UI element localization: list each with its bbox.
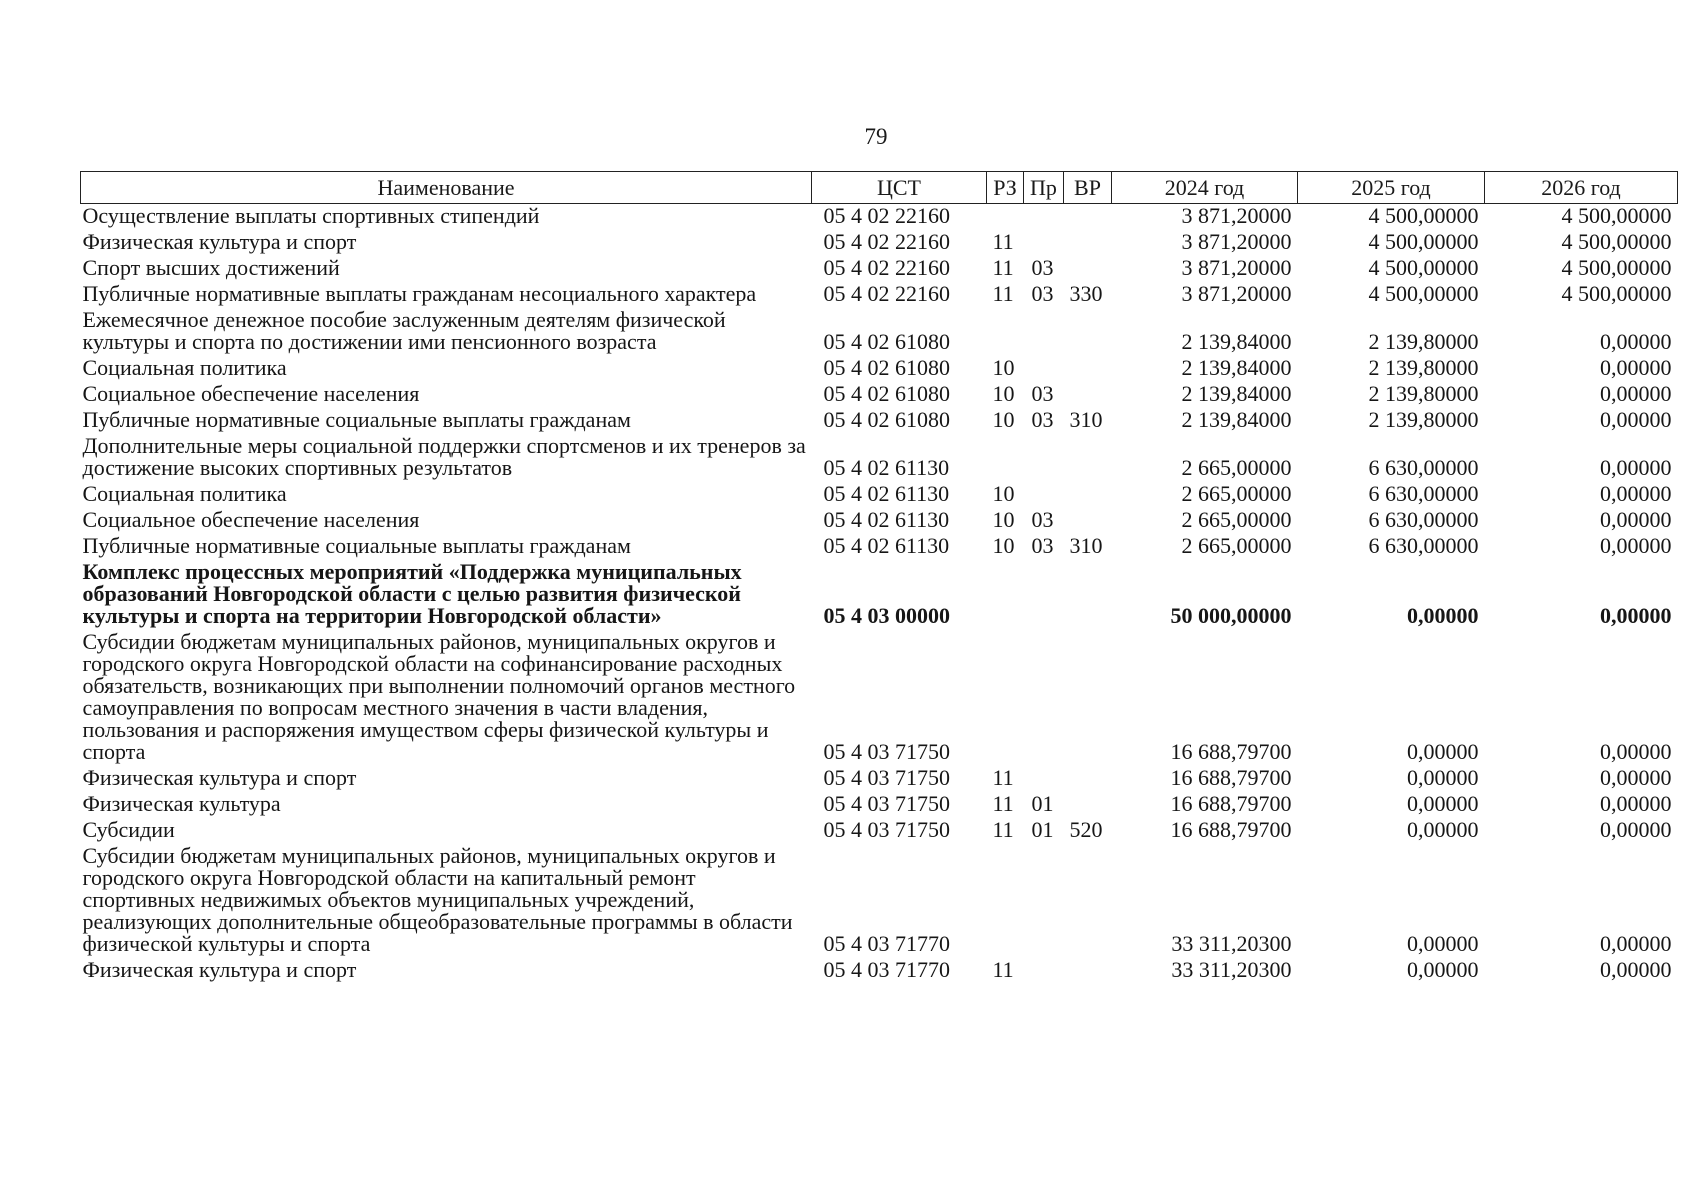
row-name: Спорт высших достижений bbox=[82, 255, 340, 280]
row-pr bbox=[1024, 958, 1064, 984]
row-amount-2024: 16 688,79700 bbox=[1170, 765, 1292, 790]
row-amount-2024: 2 139,84000 bbox=[1181, 407, 1292, 432]
row-name: Социальная политика bbox=[82, 355, 287, 380]
table-row bbox=[81, 434, 1678, 482]
row-amount-2024: 3 871,20000 bbox=[1181, 255, 1292, 280]
row-amount-2026: 0,00000 bbox=[1600, 455, 1672, 480]
row-vr bbox=[1064, 382, 1112, 408]
row-amount-2025: 4 500,00000 bbox=[1368, 255, 1479, 280]
row-cst: 05 4 03 00000 bbox=[823, 603, 950, 628]
row-cst: 05 4 02 61080 bbox=[823, 381, 950, 406]
row-name: Физическая культура и спорт bbox=[82, 765, 357, 790]
row-amount-2026: 0,00000 bbox=[1600, 739, 1672, 764]
row-vr: 330 bbox=[1069, 281, 1103, 306]
row-rz: 11 bbox=[992, 765, 1014, 790]
row-amount-2024: 2 665,00000 bbox=[1181, 533, 1292, 558]
header-row bbox=[81, 172, 1678, 204]
row-name: Ежемесячное денежное пособие заслуженным деятелям физической культуры и спорта по достижении ими пенсионного возраста bbox=[82, 307, 726, 354]
row-name: Субсидии бюджетам муниципальных районов, муниципальных округов и городского округа Новгородской области на софинансирование расходных обязательств, возникающих при выполнении полномочий органов местного самоуправления по вопросам местного значения в части владения, пользования и распоряжения имуществом сферы физической культуры и спорта bbox=[82, 629, 796, 764]
row-pr bbox=[1024, 204, 1064, 231]
row-cst: 05 4 03 71750 bbox=[823, 765, 950, 790]
row-amount-2024: 16 688,79700 bbox=[1170, 817, 1292, 842]
row-amount-2025: 2 139,80000 bbox=[1368, 381, 1479, 406]
row-name: Физическая культура и спорт bbox=[82, 957, 357, 982]
header-2025: 2025 год bbox=[1298, 172, 1485, 204]
table-row bbox=[81, 792, 1678, 818]
table-row bbox=[81, 508, 1678, 534]
row-name: Дополнительные меры социальной поддержки спортсменов и их тренеров за достижение высоких спортивных результатов bbox=[82, 433, 806, 480]
table-row bbox=[81, 382, 1678, 408]
row-rz: 10 bbox=[992, 407, 1015, 432]
row-amount-2025: 4 500,00000 bbox=[1368, 229, 1479, 254]
row-pr bbox=[1024, 766, 1064, 792]
row-rz bbox=[987, 560, 1024, 630]
row-pr bbox=[1024, 482, 1064, 508]
row-amount-2025: 6 630,00000 bbox=[1368, 533, 1479, 558]
row-vr bbox=[1064, 508, 1112, 534]
table-row bbox=[81, 844, 1678, 958]
row-cst: 05 4 02 61130 bbox=[823, 533, 950, 558]
row-rz bbox=[987, 308, 1024, 356]
row-pr bbox=[1024, 844, 1064, 958]
row-vr bbox=[1064, 792, 1112, 818]
row-name: Физическая культура bbox=[82, 791, 281, 816]
row-amount-2025: 4 500,00000 bbox=[1368, 203, 1479, 228]
row-amount-2026: 0,00000 bbox=[1600, 355, 1672, 380]
row-cst: 05 4 02 61080 bbox=[823, 407, 950, 432]
row-rz: 11 bbox=[992, 229, 1014, 254]
row-amount-2025: 0,00000 bbox=[1407, 817, 1479, 842]
row-amount-2024: 33 311,20300 bbox=[1171, 931, 1292, 956]
row-vr bbox=[1064, 434, 1112, 482]
row-pr: 01 bbox=[1031, 817, 1054, 842]
header-rz: РЗ bbox=[987, 172, 1024, 204]
row-amount-2026: 4 500,00000 bbox=[1561, 203, 1672, 228]
row-amount-2026: 0,00000 bbox=[1600, 931, 1672, 956]
row-amount-2026: 4 500,00000 bbox=[1561, 229, 1672, 254]
row-vr bbox=[1064, 204, 1112, 231]
row-pr bbox=[1024, 434, 1064, 482]
row-amount-2026: 0,00000 bbox=[1600, 381, 1672, 406]
row-name: Социальное обеспечение населения bbox=[82, 381, 420, 406]
row-vr bbox=[1064, 308, 1112, 356]
row-name: Физическая культура и спорт bbox=[82, 229, 357, 254]
row-pr: 03 bbox=[1031, 381, 1054, 406]
row-amount-2026: 0,00000 bbox=[1600, 957, 1672, 982]
row-vr bbox=[1064, 560, 1112, 630]
row-amount-2024: 16 688,79700 bbox=[1170, 739, 1292, 764]
row-pr: 03 bbox=[1031, 255, 1054, 280]
row-name: Осуществление выплаты спортивных стипендий bbox=[82, 203, 540, 228]
row-amount-2025: 0,00000 bbox=[1407, 765, 1479, 790]
row-pr: 01 bbox=[1031, 791, 1054, 816]
row-cst: 05 4 02 22160 bbox=[823, 281, 950, 306]
row-pr bbox=[1024, 356, 1064, 382]
row-amount-2026: 0,00000 bbox=[1600, 603, 1672, 628]
row-cst: 05 4 02 22160 bbox=[823, 229, 950, 254]
table-row bbox=[81, 818, 1678, 844]
row-amount-2024: 2 139,84000 bbox=[1181, 355, 1292, 380]
row-amount-2026: 0,00000 bbox=[1600, 533, 1672, 558]
row-pr: 03 bbox=[1031, 507, 1054, 532]
row-amount-2024: 2 665,00000 bbox=[1181, 455, 1292, 480]
row-pr bbox=[1024, 630, 1064, 766]
row-rz: 10 bbox=[992, 533, 1015, 558]
row-amount-2024: 33 311,20300 bbox=[1171, 957, 1292, 982]
header-cst: ЦСТ bbox=[812, 172, 987, 204]
row-amount-2025: 0,00000 bbox=[1407, 957, 1479, 982]
row-rz bbox=[987, 204, 1024, 231]
table-row bbox=[81, 230, 1678, 256]
page-number: 79 bbox=[864, 124, 888, 149]
row-amount-2026: 0,00000 bbox=[1600, 791, 1672, 816]
row-amount-2025: 6 630,00000 bbox=[1368, 507, 1479, 532]
row-vr bbox=[1064, 256, 1112, 282]
row-amount-2025: 2 139,80000 bbox=[1368, 407, 1479, 432]
row-rz: 11 bbox=[992, 817, 1014, 842]
row-rz: 11 bbox=[992, 255, 1014, 280]
header-name: Наименование bbox=[81, 172, 812, 204]
row-amount-2026: 0,00000 bbox=[1600, 329, 1672, 354]
row-amount-2025: 0,00000 bbox=[1407, 603, 1479, 628]
row-cst: 05 4 03 71750 bbox=[823, 739, 950, 764]
row-vr bbox=[1064, 958, 1112, 984]
row-amount-2025: 0,00000 bbox=[1407, 931, 1479, 956]
row-rz bbox=[987, 844, 1024, 958]
row-amount-2025: 0,00000 bbox=[1407, 739, 1479, 764]
row-pr: 03 bbox=[1031, 533, 1054, 558]
row-cst: 05 4 03 71750 bbox=[823, 791, 950, 816]
header-pr: Пр bbox=[1024, 172, 1064, 204]
row-amount-2025: 4 500,00000 bbox=[1368, 281, 1479, 306]
table-row bbox=[81, 256, 1678, 282]
row-pr bbox=[1024, 308, 1064, 356]
row-pr bbox=[1024, 560, 1064, 630]
row-vr bbox=[1064, 230, 1112, 256]
row-cst: 05 4 02 61080 bbox=[823, 355, 950, 380]
row-name: Публичные нормативные социальные выплаты гражданам bbox=[82, 407, 631, 432]
row-vr bbox=[1064, 482, 1112, 508]
row-rz: 11 bbox=[992, 281, 1014, 306]
row-amount-2026: 4 500,00000 bbox=[1561, 255, 1672, 280]
table-row bbox=[81, 356, 1678, 382]
row-vr bbox=[1064, 844, 1112, 958]
row-name: Социальная политика bbox=[82, 481, 287, 506]
table-row bbox=[81, 408, 1678, 434]
row-amount-2025: 0,00000 bbox=[1407, 791, 1479, 816]
row-amount-2026: 0,00000 bbox=[1600, 481, 1672, 506]
row-amount-2025: 6 630,00000 bbox=[1368, 481, 1479, 506]
table-row bbox=[81, 482, 1678, 508]
row-vr: 520 bbox=[1069, 817, 1103, 842]
row-amount-2026: 0,00000 bbox=[1600, 507, 1672, 532]
table-row bbox=[81, 766, 1678, 792]
row-amount-2026: 0,00000 bbox=[1600, 407, 1672, 432]
row-rz bbox=[987, 630, 1024, 766]
row-cst: 05 4 02 61130 bbox=[823, 481, 950, 506]
table-row bbox=[81, 308, 1678, 356]
row-pr bbox=[1024, 230, 1064, 256]
table-row bbox=[81, 204, 1678, 231]
header-2024: 2024 год bbox=[1112, 172, 1298, 204]
row-amount-2024: 2 139,84000 bbox=[1181, 381, 1292, 406]
row-rz: 10 bbox=[992, 355, 1015, 380]
row-rz: 11 bbox=[992, 791, 1014, 816]
row-name: Субсидии бюджетам муниципальных районов, муниципальных округов и городского округа Новгородской области на капитальный ремонт спортивных недвижимых объектов муниципальных учреждений, реализующих дополнительные общеобразовательные программы в области физической культуры и спорта bbox=[82, 843, 793, 956]
row-cst: 05 4 03 71750 bbox=[823, 817, 950, 842]
row-name: Комплекс процессных мероприятий «Поддержка муниципальных образований Новгородской области с целью развития физической культуры и спорта на территории Новгородской области» bbox=[82, 559, 742, 628]
row-amount-2024: 3 871,20000 bbox=[1181, 281, 1292, 306]
row-vr: 310 bbox=[1069, 407, 1103, 432]
row-vr bbox=[1064, 630, 1112, 766]
row-amount-2026: 0,00000 bbox=[1600, 817, 1672, 842]
row-pr: 03 bbox=[1031, 281, 1054, 306]
table-row bbox=[81, 630, 1678, 766]
table-row bbox=[81, 958, 1678, 984]
row-amount-2024: 2 665,00000 bbox=[1181, 507, 1292, 532]
row-amount-2024: 3 871,20000 bbox=[1181, 229, 1292, 254]
row-name: Субсидии bbox=[82, 817, 175, 842]
row-amount-2026: 4 500,00000 bbox=[1561, 281, 1672, 306]
row-amount-2024: 2 139,84000 bbox=[1181, 329, 1292, 354]
row-vr bbox=[1064, 766, 1112, 792]
row-rz: 11 bbox=[992, 957, 1014, 982]
row-pr: 03 bbox=[1031, 407, 1054, 432]
header-2026: 2026 год bbox=[1485, 172, 1678, 204]
row-rz: 10 bbox=[992, 481, 1015, 506]
row-rz bbox=[987, 434, 1024, 482]
row-cst: 05 4 02 61130 bbox=[823, 455, 950, 480]
row-cst: 05 4 02 61080 bbox=[823, 329, 950, 354]
row-name: Публичные нормативные социальные выплаты гражданам bbox=[82, 533, 631, 558]
row-amount-2025: 6 630,00000 bbox=[1368, 455, 1479, 480]
row-vr: 310 bbox=[1069, 533, 1103, 558]
row-cst: 05 4 02 22160 bbox=[823, 203, 950, 228]
row-vr bbox=[1064, 356, 1112, 382]
table-row bbox=[81, 534, 1678, 560]
budget-table bbox=[80, 171, 1678, 984]
row-amount-2024: 50 000,00000 bbox=[1170, 603, 1292, 628]
row-amount-2024: 16 688,79700 bbox=[1170, 791, 1292, 816]
row-cst: 05 4 02 61130 bbox=[823, 507, 950, 532]
row-amount-2025: 2 139,80000 bbox=[1368, 355, 1479, 380]
row-cst: 05 4 02 22160 bbox=[823, 255, 950, 280]
header-vr: ВР bbox=[1064, 172, 1112, 204]
row-name: Социальное обеспечение населения bbox=[82, 507, 420, 532]
row-amount-2026: 0,00000 bbox=[1600, 765, 1672, 790]
row-cst: 05 4 03 71770 bbox=[823, 957, 950, 982]
row-amount-2025: 2 139,80000 bbox=[1368, 329, 1479, 354]
row-amount-2024: 3 871,20000 bbox=[1181, 203, 1292, 228]
table-row bbox=[81, 560, 1678, 630]
table-header bbox=[81, 172, 1678, 204]
row-cst: 05 4 03 71770 bbox=[823, 931, 950, 956]
table-row bbox=[81, 282, 1678, 308]
row-rz: 10 bbox=[992, 381, 1015, 406]
row-rz: 10 bbox=[992, 507, 1015, 532]
table-body bbox=[81, 204, 1678, 985]
row-amount-2024: 2 665,00000 bbox=[1181, 481, 1292, 506]
row-name: Публичные нормативные выплаты гражданам несоциального характера bbox=[82, 281, 757, 306]
